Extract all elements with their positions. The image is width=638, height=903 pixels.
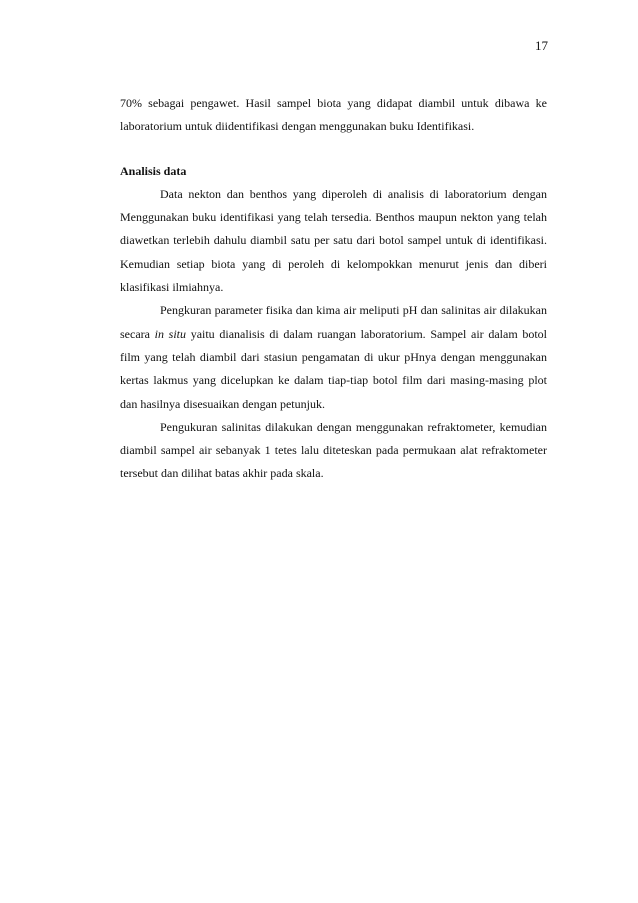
page-number: 17: [535, 38, 548, 53]
paragraph-data-analysis: Data nekton dan benthos yang diperoleh di analisis di laboratorium dengan Menggunakan buku identifikasi yang telah tersedia. Benthos maupun nekton yang telah diawetkan terlebih dahulu diambil satu per satu dari botol sampel untuk di identifikasi. Kemudian setiap biota yang di peroleh di kelompokkan menurut jenis dan diberi klasifikasi ilmiahnya.: [120, 186, 547, 295]
paragraph-parameter-measurement: [120, 299, 547, 415]
italic-term: in situ: [154, 326, 187, 341]
paragraph-text-start: Pengkuran parameter fisika dan kima air meliputi pH dan salinitas air dilakukan secara: [120, 303, 547, 341]
intro-paragraph: 70% sebagai pengawet. Hasil sampel biota yang didapat diambil untuk dibawa ke laboratorium untuk diidentifikasi dengan menggunakan buku Identifikasi.: [120, 96, 547, 134]
paragraph-salinity-measurement: Pengukuran salinitas dilakukan dengan menggunakan refraktometer, kemudian diambil sampel air sebanyak 1 tetes lalu diteteskan pada permukaan alat refraktometer tersebut dan dilihat batas akhir pada skala.: [120, 419, 547, 481]
section-heading: Analisis data: [120, 163, 187, 178]
paragraph-text-end: yaitu dianalisis di dalam ruangan laboratorium. Sampel air dalam botol film yang telah diambil dari stasiun pengamatan di ukur pHnya dengan menggunakan kertas lakmus yang dicelupkan ke dalam tiap-tiap botol film dari masing-masing plot dan hasilnya disesuaikan dengan petunjuk.: [120, 326, 548, 411]
document-body: [120, 92, 547, 486]
